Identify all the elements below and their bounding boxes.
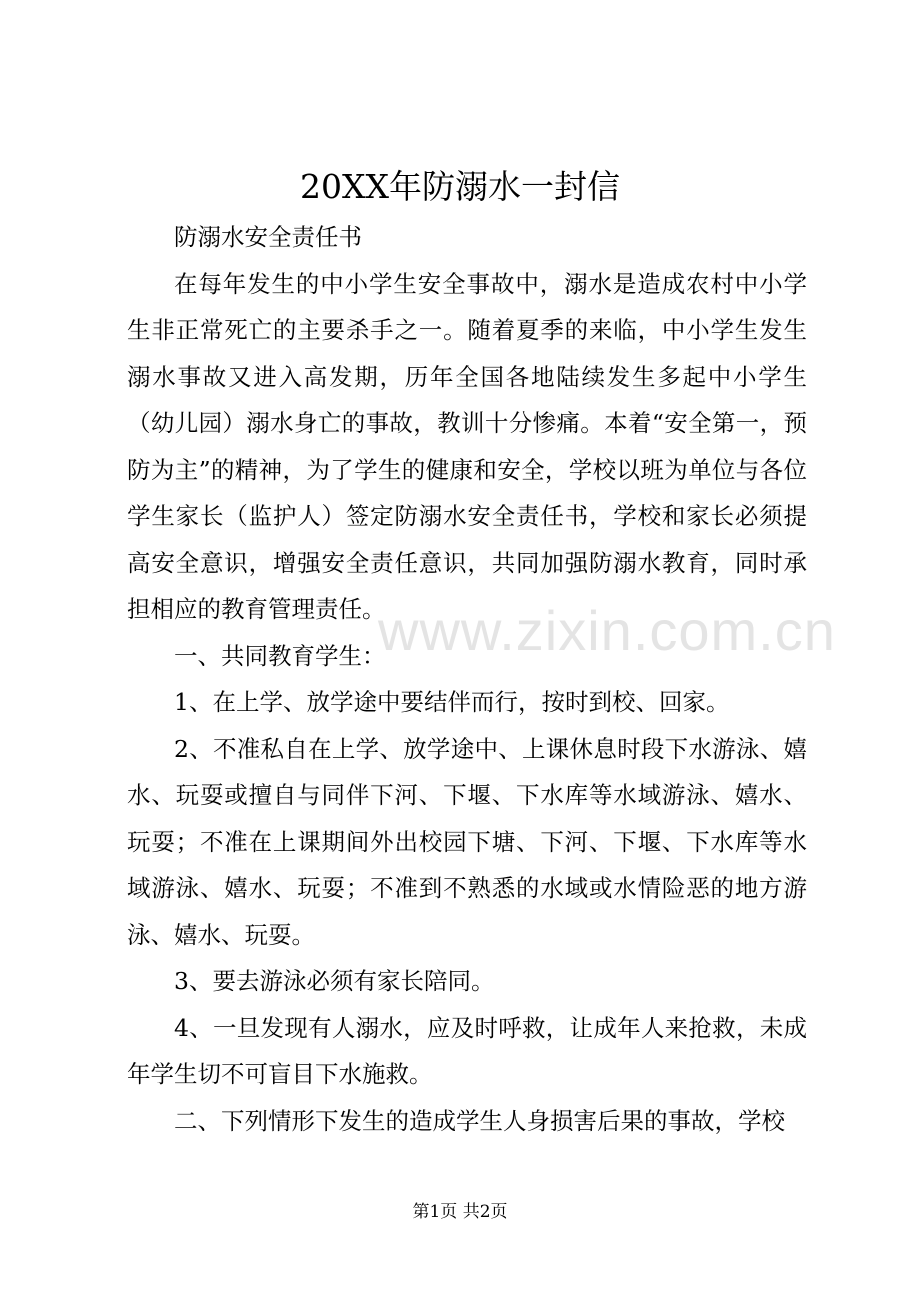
list-item-2: 2、不准私自在上学、放学途中、上课休息时段下水游泳、嬉水、玩耍或擅自与同伴下河、下堰、下水库等水域游泳、嬉水、玩耍；不准在上课期间外出校园下塘、下河、下堰、下水库等水域游泳、嬉水、玩耍；不准到不熟悉的水域或水情险恶的地方游泳、嬉水、玩耍。 (127, 734, 807, 949)
page-footer: 第1页 共2页 (412, 1202, 508, 1222)
section-heading-one: 一、共同教育学生： (174, 641, 386, 670)
list-item-1: 1、在上学、放学途中要结伴而行，按时到校、回家。 (174, 688, 730, 716)
document-title: 20XX年防溺水一封信 (300, 167, 620, 206)
list-item-4: 4、一旦发现有人溺水，应及时呼救，让成年人来抢救，未成年学生切不可盲目下水施救。 (127, 1013, 807, 1088)
watermark: www.zixin.com.cn (378, 599, 836, 662)
list-item-3: 3、要去游泳必须有家长陪同。 (174, 967, 495, 995)
paragraph-subtitle: 防溺水安全责任书 (174, 223, 362, 251)
section-heading-two: 二、下列情形下发生的造成学生人身损害后果的事故，学校 (174, 1106, 785, 1135)
document-body (127, 214, 807, 1144)
paragraph-intro: 在每年发生的中小学生安全事故中，溺水是造成农村中小学生非正常死亡的主要杀手之一。随着夏季的来临，中小学生发生溺水事故又进入高发期，历年全国各地陆续发生多起中小学生（幼儿园）溺水身亡的事故，教训十分惨痛。本着“安全第一，预防为主”的精神，为了学生的健康和安全，学校以班为单位与各位学生家长（监护人）签定防溺水安全责任书，学校和家长必须提高安全意识，增强安全责任意识，共同加强防溺水教育，同时承担相应的教育管理责任。 (127, 269, 807, 623)
